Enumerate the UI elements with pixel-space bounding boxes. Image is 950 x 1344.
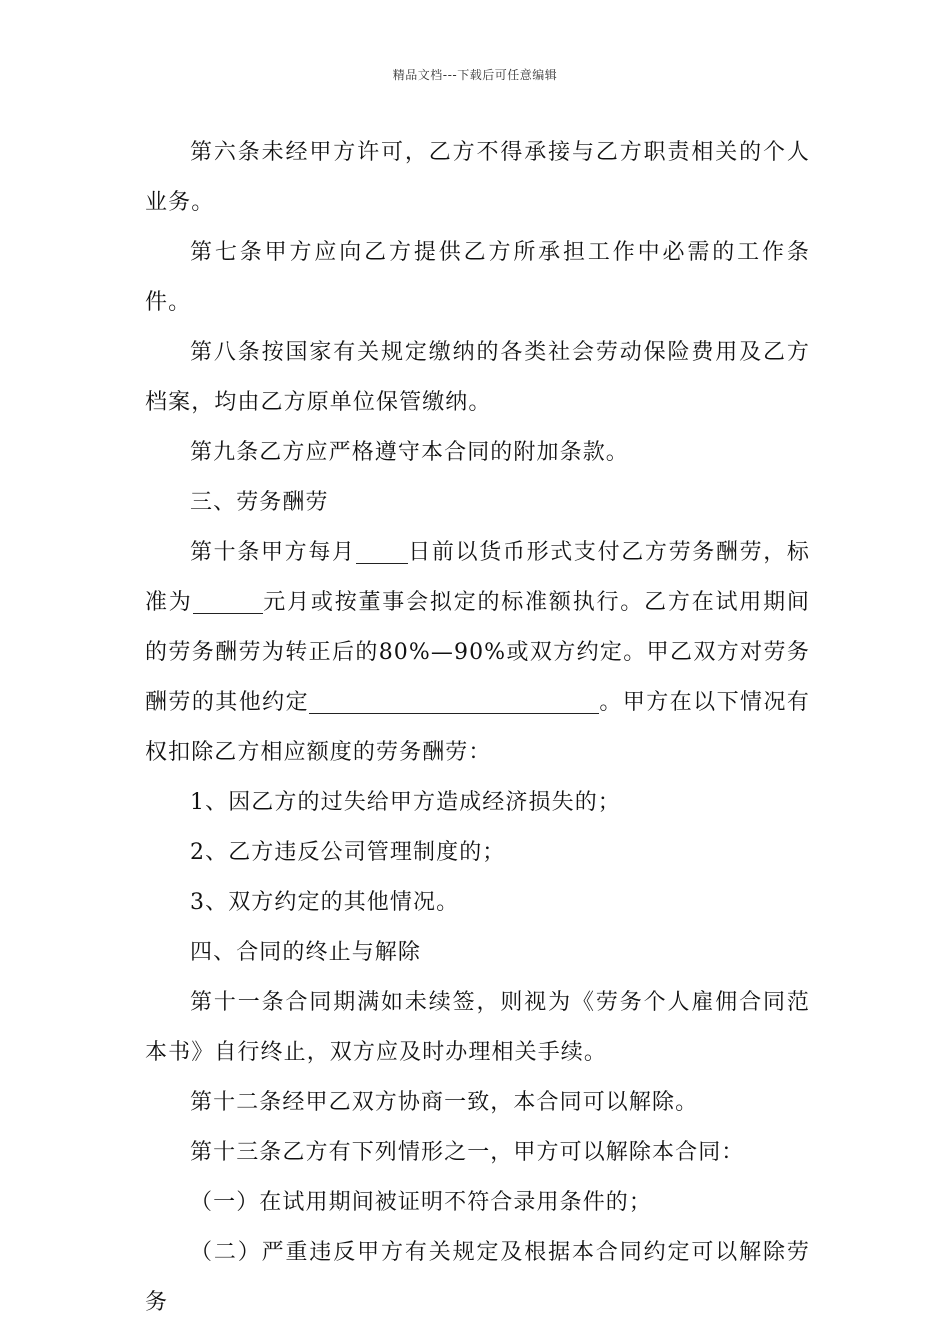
article-13: 第十三条乙方有下列情形之一，甲方可以解除本合同：: [190, 1140, 745, 1165]
article-8: 第八条按国家有关规定缴纳的各类社会劳动保险费用及乙方档案，均由乙方原单位保管缴纳。: [145, 340, 810, 415]
article-10-part4: 。甲方在以下情况有权扣除乙方相应额度的劳务酬劳：: [145, 690, 810, 765]
document-body: [145, 128, 810, 1328]
blank-other-agreement-field: [309, 687, 599, 714]
article-6: 第六条未经甲方许可，乙方不得承接与乙方职责相关的个人业务。: [145, 140, 810, 215]
article-11: 第十一条合同期满如未续签，则视为《劳务个人雇佣合同范本书》自行终止，双方应及时办理相关手续。: [145, 990, 810, 1065]
deduction-item-2: 2、乙方违反公司管理制度的；: [190, 840, 506, 865]
deduction-item-3: 3、双方约定的其他情况。: [190, 890, 460, 915]
section-heading-4: 四、合同的终止与解除: [190, 940, 422, 965]
article-10-part2: 日前以货币形式支付乙方劳务酬劳，标准为: [145, 540, 811, 615]
termination-item-1: （一）在试用期间被证明不符合录用条件的；: [190, 1190, 653, 1215]
article-7: 第七条甲方应向乙方提供乙方所承担工作中必需的工作条件。: [145, 240, 810, 315]
deduction-item-1: 1、因乙方的过失给甲方造成经济损失的；: [190, 790, 621, 815]
article-9: 第九条乙方应严格遵守本合同的附加条款。: [190, 440, 629, 465]
article-10: [145, 528, 810, 778]
article-12: 第十二条经甲乙双方协商一致，本合同可以解除。: [190, 1090, 699, 1115]
section-heading-3: 三、劳务酬劳: [190, 490, 329, 515]
termination-item-2: （二）严重违反甲方有关规定及根据本合同约定可以解除劳务: [145, 1240, 810, 1315]
article-10-part3: 元月或按董事会拟定的标准额执行。乙方在试用期间的劳务酬劳为转正后的80%—90%或双方约定。甲乙双方对劳务酬劳的其他约定: [145, 590, 810, 715]
page-header: 精品文档---下载后可任意编辑: [392, 68, 558, 82]
blank-day-field: [356, 537, 408, 564]
article-10-part1: 第十条甲方每月: [190, 540, 356, 565]
blank-amount-field: [193, 587, 263, 614]
